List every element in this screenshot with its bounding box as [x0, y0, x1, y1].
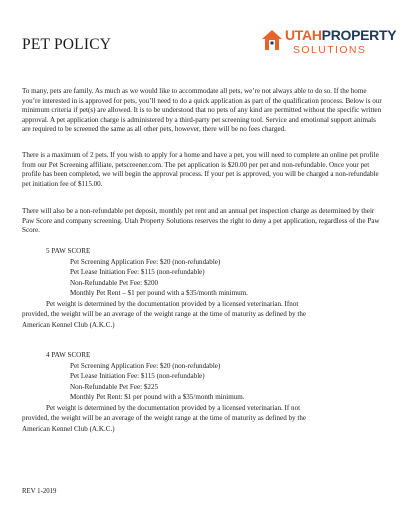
fee-item: Non-Refundable Pet Fee: $200 [70, 278, 159, 287]
deposit-paragraph: There will also be a non-refundable pet deposit, monthly pet rent and an annual pet inspection charge as determined by their Paw Score and company screening. Utah Property Solutions reserves the right to deny a pet application, regardless of the Paw Score. [22, 207, 380, 235]
fee-item: Pet Lease Initiation Fee: $115 (non-refundable) [70, 268, 205, 277]
fee-item: Non-Refundable Pet Fee: $225 [70, 382, 159, 391]
weight-note: Pet weight is determined by the documentation provided by a licensed veterinarian. If not provided, the weight will be an average of the weight range at the time of maturity as defined by the American Kennel Club (A.K.C.) [22, 403, 307, 433]
section-heading: 4 PAW SCORE [46, 351, 91, 359]
logo-text-utah: UTAH [285, 27, 322, 43]
section-heading: 5 PAW SCORE [46, 247, 91, 255]
revision-label: REV 1-2019 [22, 488, 57, 495]
logo-wordmark-top [285, 28, 396, 43]
fee-item: Monthly Pet Rent: $1 per pound with a $35/month minimum. [70, 393, 245, 402]
five-paw-score-section [22, 246, 386, 330]
fee-item: Pet Lease Initiation Fee: $115 (non-refundable) [70, 372, 205, 381]
logo-text-property: PROPERTY [321, 27, 397, 43]
intro-paragraph: To many, pets are family. As much as we would like to accommodate all pets, we’re not always able to do so. If the home you’re interested in is approved for pets, you’ll need to do a quick application as part of the qualification process. Below is our minimum criteria if pet(s) are allowed. It is to be understood that no pets of any kind are permitted without the specific written approval. A pet application charge is administered by a third-party pet screening tool. Service and emotional support animals are required to be screened the same as all other pets, however, there will be no fees charged. [22, 87, 382, 134]
four-paw-score-section [22, 350, 386, 434]
fee-item: Monthly Pet Rent – $1 per pound with a $35/month minimum. [70, 289, 248, 298]
utah-property-solutions-logo [261, 27, 397, 67]
pet-maximum-paragraph: There is a maximum of 2 pets. If you wish to apply for a home and have a pet, you will need to complete an online pet profile from our Pet Screening affiliate, petscreener.com. The pet application is $20.00 per pet and non-refundable. Once your pet profile has been completed, we will begin the approval process. If your pet is approved, you will be charged a non-refundable pet initiation fee of $115.00. [22, 151, 379, 188]
logo-text-solutions: SOLUTIONS [293, 44, 367, 56]
fee-item: Pet Screening Application Fee: $20 (non-refundable) [70, 257, 221, 266]
page-title: PET POLICY [22, 36, 112, 53]
house-logo-icon [261, 29, 283, 51]
fee-item: Pet Screening Application Fee: $20 (non-refundable) [70, 361, 221, 370]
weight-note: Pet weight is determined by the documentation provided by a licensed veterinarian. Ifnot provided, the weight will be an average of the weight range at the time of maturity as defined by the American Kennel Club (A.K.C.) [22, 299, 307, 329]
